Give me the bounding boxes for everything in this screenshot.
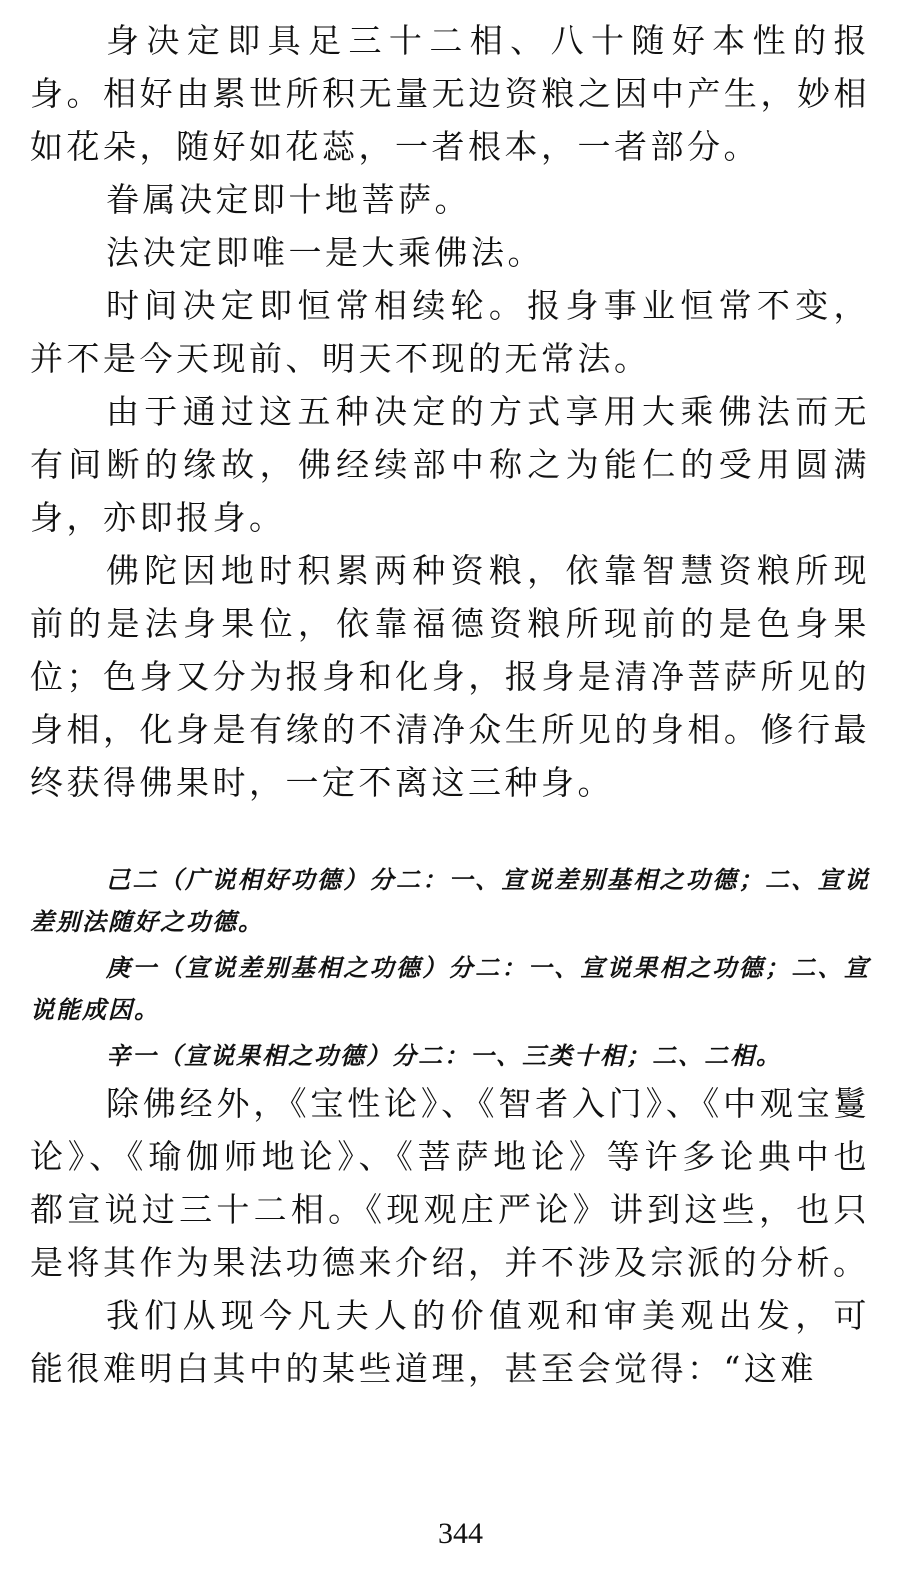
paragraph-sambhogakaya: 由于通过这五种决定的方式享用大乘佛法而无有间断的缘故，佛经续部中称之为能仁的受用圆满身，亦即报身。: [30, 392, 870, 537]
section-spacer: [30, 809, 870, 859]
section-heading-geng-yi: 庚一（宣说差别基相之功德）分二：一、宣说果相之功德；二、宣说能成因。: [30, 954, 870, 1024]
paragraph-ordinary-view: 我们从现今凡夫人的价值观和审美观出发，可能很难明白其中的某些道理，甚至会觉得：“这难: [30, 1296, 870, 1388]
paragraph-treatises: 除佛经外，《宝性论》、《智者入门》、《中观宝鬘论》、《瑜伽师地论》、《菩萨地论》等许多论典中也都宣说过三十二相。《现观庄严论》讲到这些，也只是将其作为果法功德来介绍，并不涉及宗派的分析。: [30, 1084, 870, 1282]
section-heading-ji-er: 己二（广说相好功德）分二：一、宣说差别基相之功德；二、宣说差别法随好之功德。: [30, 866, 870, 936]
paragraph-body-decision: 身决定即具足三十二相、八十随好本性的报身。相好由累世所积无量无边资粮之因中产生，妙相如花朵，随好如花蕊，一者根本，一者部分。: [30, 21, 870, 166]
paragraph-retinue-decision: 眷属决定即十地菩萨。: [106, 180, 471, 219]
paragraph-dharma-decision: 法决定即唯一是大乘佛法。: [106, 233, 544, 272]
page-number: 344: [438, 1517, 483, 1550]
paragraph-time-decision: 时间决定即恒常相续轮。报身事业恒常不变，并不是今天现前、明天不现的无常法。: [30, 286, 870, 378]
page-body: [30, 14, 870, 1395]
section-heading-xin-yi: 辛一（宣说果相之功德）分二：一、三类十相；二、二相。: [106, 1042, 782, 1070]
paragraph-three-kayas: 佛陀因地时积累两种资粮，依靠智慧资粮所现前的是法身果位，依靠福德资粮所现前的是色身果位；色身又分为报身和化身，报身是清净菩萨所见的身相，化身是有缘的不清净众生所见的身相。修行最终获得佛果时，一定不离这三种身。: [30, 551, 870, 802]
